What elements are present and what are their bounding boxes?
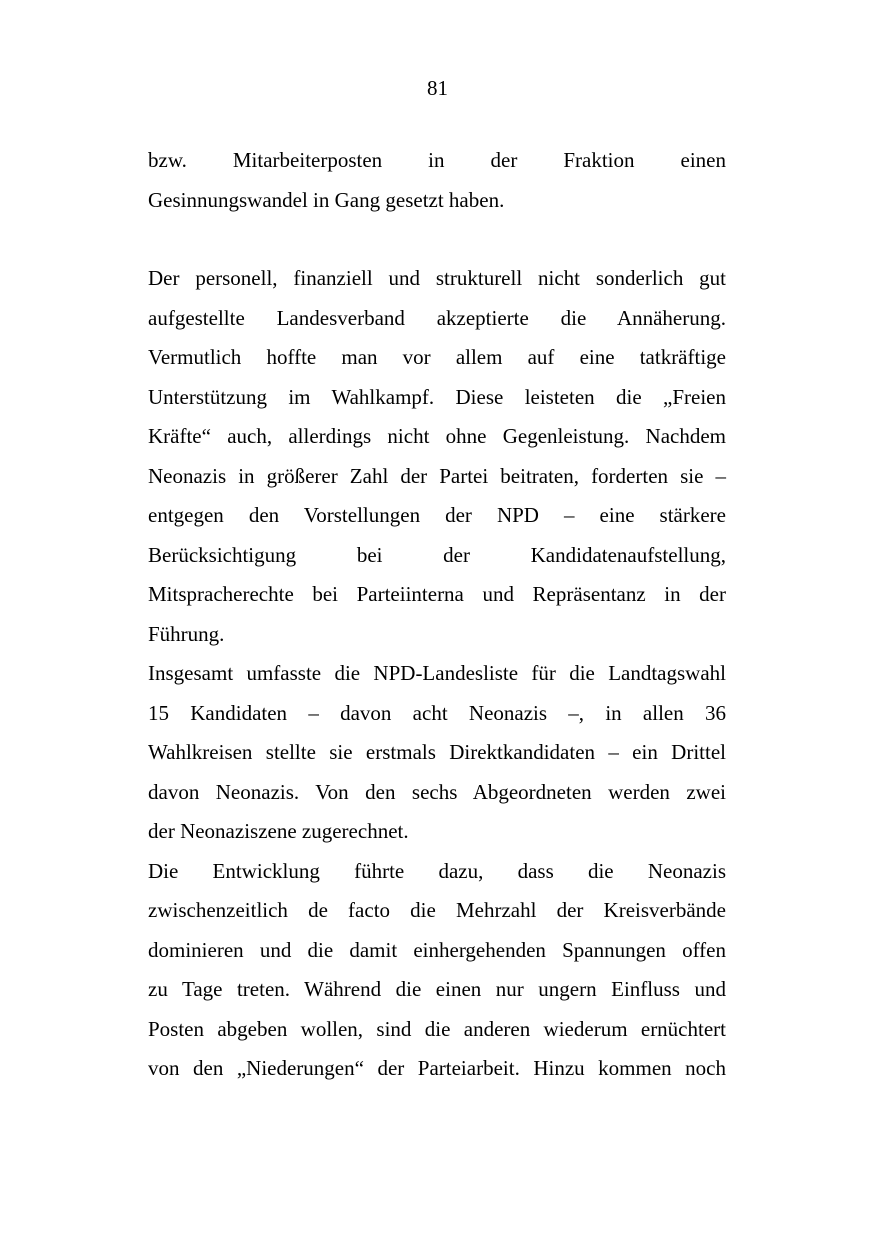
paragraph-3	[148, 654, 726, 852]
text-line: Kräfte“ auch, allerdings nicht ohne Gegenleistung. Nachdem	[148, 424, 726, 448]
text-block-top	[148, 141, 726, 220]
text-line: 15 Kandidaten – davon acht Neonazis –, in allen 36	[148, 700, 726, 725]
text-line: Vermutlich hoffte man vor allem auf eine tatkräftige	[148, 345, 726, 369]
paragraph-1	[148, 141, 726, 220]
text-line: Posten abgeben wollen, sind die anderen wiederum ernüchtert	[148, 1016, 726, 1041]
text-line: Berücksichtigung bei der Kandidatenaufstellung,	[148, 542, 726, 567]
text-line: aufgestellte Landesverband akzeptierte die Annäherung.	[148, 305, 726, 330]
paragraph-4	[148, 852, 726, 1089]
text-line: davon Neonazis. Von den sechs Abgeordneten werden zwei	[148, 779, 726, 804]
text-line: entgegen den Vorstellungen der NPD – eine stärkere	[148, 503, 726, 527]
text-line: Unterstützung im Wahlkampf. Diese leisteten die „Freien	[148, 384, 726, 409]
text-line: zwischenzeitlich de facto die Mehrzahl der Kreisverbände	[148, 898, 726, 922]
text-line: Wahlkreisen stellte sie erstmals Direktkandidaten – ein Drittel	[148, 740, 726, 764]
text-line: der Neonaziszene zugerechnet.	[148, 819, 409, 843]
text-line: Mitspracherechte bei Parteiinterna und Repräsentanz in der	[148, 582, 726, 606]
text-line: Die Entwicklung führte dazu, dass die Neonazis	[148, 858, 726, 883]
page-number: 81	[427, 76, 448, 100]
text-line: Neonazis in größerer Zahl der Partei beitraten, forderten sie –	[148, 463, 726, 488]
text-line: zu Tage treten. Während die einen nur ungern Einfluss und	[148, 977, 726, 1001]
text-line: Gesinnungswandel in Gang gesetzt haben.	[148, 187, 505, 212]
paragraph-2	[148, 259, 726, 654]
text-line: Der personell, finanziell und strukturell nicht sonderlich gut	[148, 266, 726, 290]
text-line: Führung.	[148, 621, 225, 646]
text-block-main	[148, 259, 726, 1089]
text-line: dominieren und die damit einhergehenden Spannungen offen	[148, 937, 726, 962]
text-line: bzw. Mitarbeiterposten in der Fraktion einen	[148, 148, 726, 172]
text-line: Insgesamt umfasste die NPD-Landesliste für die Landtagswahl	[148, 661, 726, 685]
text-line: von den „Niederungen“ der Parteiarbeit. Hinzu kommen noch	[148, 1056, 726, 1080]
